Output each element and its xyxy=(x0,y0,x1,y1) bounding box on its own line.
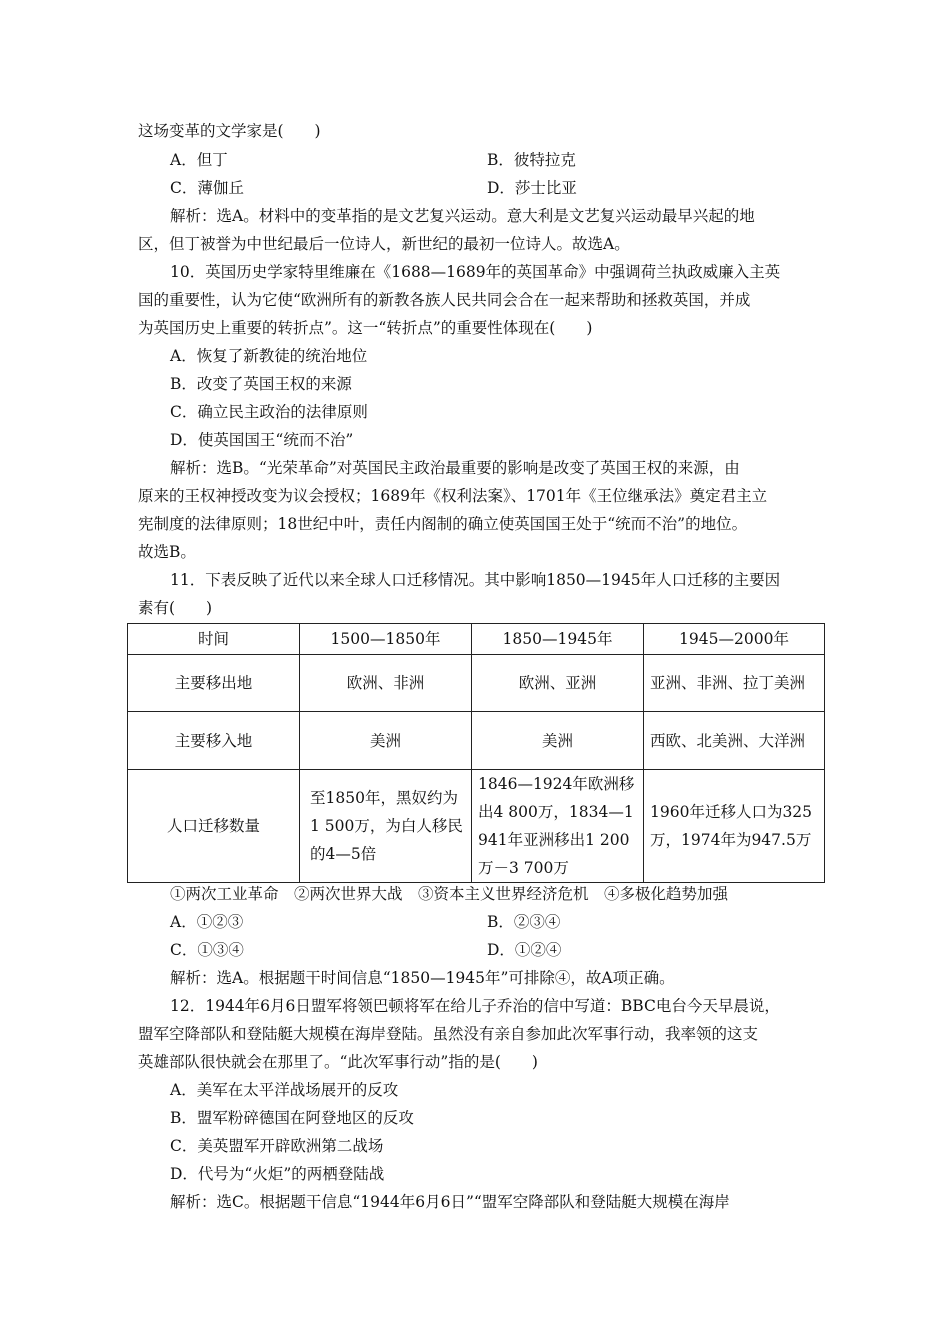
table-header-row xyxy=(128,624,825,655)
table-header-cell: 1945—2000年 xyxy=(644,624,825,655)
q12-option-a: A．美军在太平洋战场展开的反攻 xyxy=(170,1081,399,1099)
q11-option-d: D．①②④ xyxy=(487,941,562,959)
q9-option-c: C．薄伽丘 xyxy=(170,179,244,197)
q11-analysis: 解析：选A。根据题干时间信息“1850—1945年”可排除④，故A项正确。 xyxy=(170,969,675,987)
q11-option-c: C．①③④ xyxy=(170,941,244,959)
migration-table xyxy=(127,623,825,883)
q10-option-d: D．使英国国王“统而不治” xyxy=(170,431,354,449)
q10-stem-line1: 10．英国历史学家特里维廉在《1688—1689年的英国革命》中强调荷兰执政威廉入主英 xyxy=(170,263,781,281)
table-cell: 至1850年，黑奴约为1 500万，为白人移民的4—5倍 xyxy=(300,770,472,883)
q10-option-b: B．改变了英国王权的来源 xyxy=(170,375,352,393)
q10-stem-line3: 为英国历史上重要的转折点”。这一“转折点”的重要性体现在( ) xyxy=(138,319,593,337)
q11-option-b: B．②③④ xyxy=(487,913,561,931)
q11-stem-line1: 11．下表反映了近代以来全球人口迁移情况。其中影响1850—1945年人口迁移的主要因 xyxy=(170,571,781,589)
q12-analysis-line1: 解析：选C。根据题干信息“1944年6月6日”“盟军空降部队和登陆艇大规模在海岸 xyxy=(170,1193,730,1211)
q12-stem-line2: 盟军空降部队和登陆艇大规模在海岸登陆。虽然没有亲自参加此次军事行动，我率领的这支 xyxy=(138,1025,759,1043)
table-cell: 主要移入地 xyxy=(128,712,300,770)
q11-factors: ①两次工业革命 ②两次世界大战 ③资本主义世界经济危机 ④多极化趋势加强 xyxy=(170,885,729,903)
table-cell: 主要移出地 xyxy=(128,655,300,712)
q9-option-b: B．彼特拉克 xyxy=(487,151,576,169)
table-cell: 人口迁移数量 xyxy=(128,770,300,883)
table-header-cell: 时间 xyxy=(128,624,300,655)
table-cell: 亚洲、非洲、拉丁美洲 xyxy=(644,655,825,712)
table-row xyxy=(128,655,825,712)
q10-analysis-line4: 故选B。 xyxy=(138,543,196,561)
q9-stem: 这场变革的文学家是( ) xyxy=(138,122,321,140)
q12-option-c: C．美英盟军开辟欧洲第二战场 xyxy=(170,1137,384,1155)
q10-option-a: A．恢复了新教徒的统治地位 xyxy=(170,347,368,365)
q9-analysis-line2: 区，但丁被誉为中世纪最后一位诗人，新世纪的最初一位诗人。故选A。 xyxy=(138,235,630,253)
q12-option-d: D．代号为“火炬”的两栖登陆战 xyxy=(170,1165,385,1183)
table-cell: 1846—1924年欧洲移出4 800万，1834—1941年亚洲移出1 200万－3 700万 xyxy=(472,770,644,883)
table-row xyxy=(128,712,825,770)
q9-option-d: D．莎士比亚 xyxy=(487,179,577,197)
q11-option-a: A．①②③ xyxy=(170,913,244,931)
table-cell: 西欧、北美洲、大洋洲 xyxy=(644,712,825,770)
q10-stem-line2: 国的重要性，认为它使“欧洲所有的新教各族人民共同会合在一起来帮助和拯救英国，并成 xyxy=(138,291,751,309)
q10-analysis-line2: 原来的王权神授改变为议会授权；1689年《权利法案》、1701年《王位继承法》奠定君主立 xyxy=(138,487,768,505)
q9-option-a: A．但丁 xyxy=(170,151,228,169)
table-cell: 1960年迁移人口为325万，1974年为947.5万 xyxy=(644,770,825,883)
q9-analysis-line1: 解析：选A。材料中的变革指的是文艺复兴运动。意大利是文艺复兴运动最早兴起的地 xyxy=(170,207,755,225)
table-header-cell: 1850—1945年 xyxy=(472,624,644,655)
q10-option-c: C．确立民主政治的法律原则 xyxy=(170,403,368,421)
q12-stem-line1: 12．1944年6月6日盟军将领巴顿将军在给儿子乔治的信中写道：BBC电台今天早晨说， xyxy=(170,997,780,1015)
table-cell: 欧洲、非洲 xyxy=(300,655,472,712)
q11-stem-line2: 素有( ) xyxy=(138,599,213,617)
table-header-cell: 1500—1850年 xyxy=(300,624,472,655)
table-row xyxy=(128,770,825,883)
q12-option-b: B．盟军粉碎德国在阿登地区的反攻 xyxy=(170,1109,414,1127)
table-cell: 美洲 xyxy=(472,712,644,770)
q10-analysis-line1: 解析：选B。“光荣革命”对英国民主政治最重要的影响是改变了英国王权的来源，由 xyxy=(170,459,740,477)
q10-analysis-line3: 宪制度的法律原则；18世纪中叶，责任内阁制的确立使英国国王处于“统而不治”的地位。 xyxy=(138,515,748,533)
table-cell: 欧洲、亚洲 xyxy=(472,655,644,712)
table-cell: 美洲 xyxy=(300,712,472,770)
q12-stem-line3: 英雄部队很快就会在那里了。“此次军事行动”指的是( ) xyxy=(138,1053,538,1071)
